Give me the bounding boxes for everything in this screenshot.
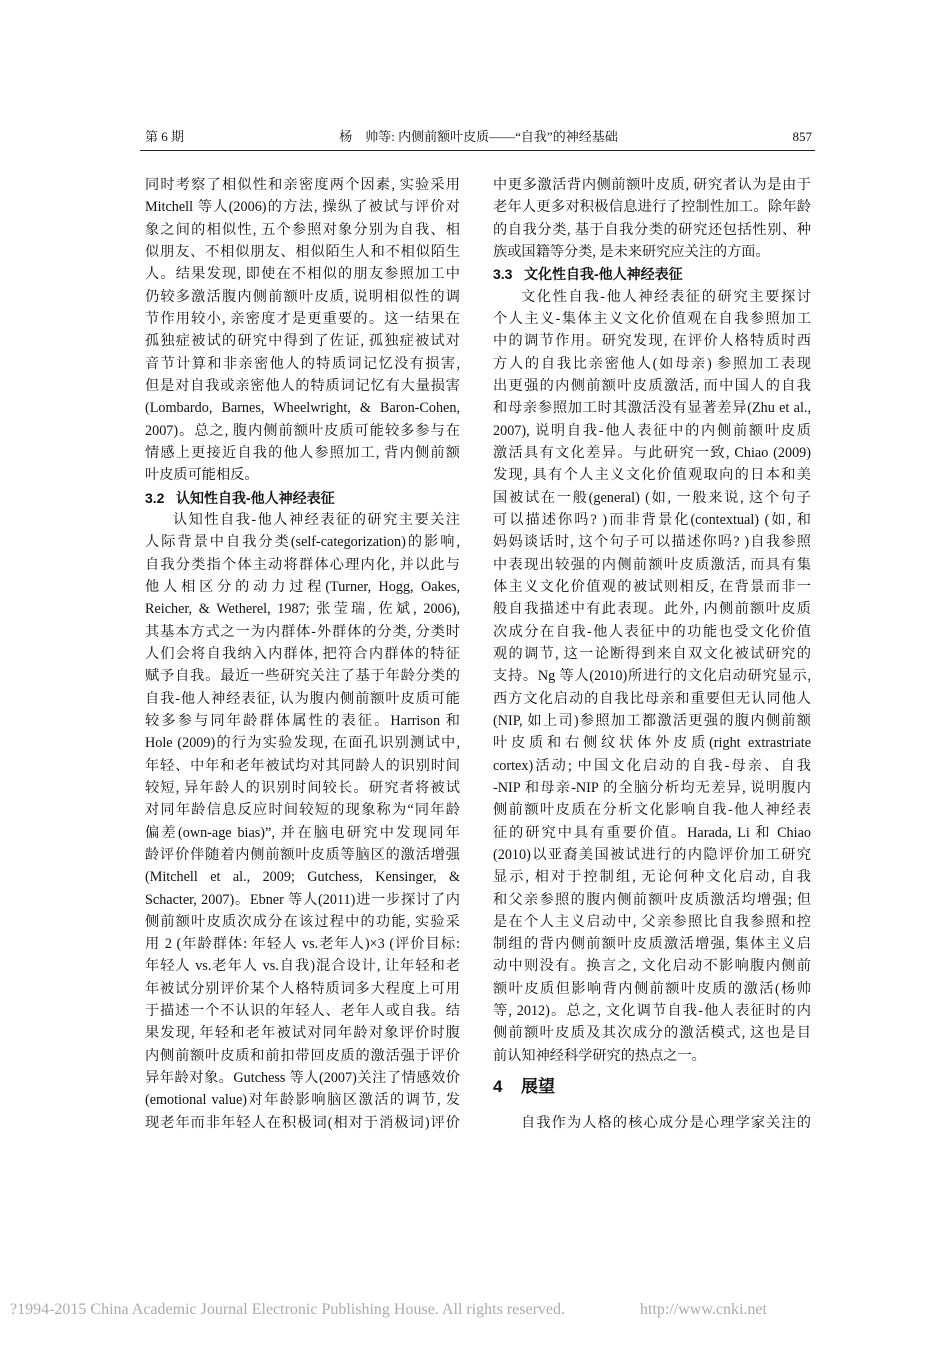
text-line: 情感上更接近自我的他人参照加工, 背内侧前额 [145,444,460,461]
text-line: 支持。Ng 等人(2010)所进行的文化启动研究显示, [493,668,811,685]
text-line: 但是对自我或亲密他人的特质词记忆有大量损害 [145,377,460,394]
text-line: 国被试在一般(general) (如, 一般来说, 这个句子 [493,489,811,506]
text-line: 其基本方式之一为内群体-外群体的分类, 分类时 [145,623,460,640]
running-title: 杨 帅等: 内侧前额叶皮质——“自我”的神经基础 [339,129,618,144]
text-line: 族或国籍等分类, 是未来研究应关注的方面。 [493,243,770,260]
text-line: 观的调节, 这一论断得到来自双文化被试研究的 [493,645,811,662]
text-line: cortex)活动; 中国文化启动的自我-母亲、自我 [493,757,811,774]
section-title: 展望 [521,1077,555,1097]
text-line: 孤独症被试的研究中得到了佐证, 孤独症被试对 [145,333,460,350]
section-heading [493,1067,811,1112]
text-line: (emotional value)对年龄影响脑区激活的调节, 发 [145,1092,460,1109]
text-line: (Mitchell et al., 2009; Gutchess, Kensinger, & [145,869,460,886]
text-line: 和母亲参照加工时其激活没有显著差异(Zhu et al., [493,400,811,417]
text-line: 可以描述你吗? )而非背景化(contextual) (如, 和 [493,511,811,528]
paragraph [493,286,811,1067]
text-line: 认知性自我-他人神经表征的研究主要关注 [173,511,460,528]
journal-issue: 第 6 期 [145,129,185,144]
text-line: 征的研究中具有重要价值。Harada, Li 和 Chiao [493,824,811,841]
text-line: 自我-他人神经表征, 认为腹内侧前额叶皮质可能 [145,690,460,707]
paragraph [145,509,460,1134]
text-line: 西方文化启动的自我比母亲和重要但无认同他人 [493,690,811,707]
text-line: Mitchell 等人(2006)的方法, 操纵了被试与评价对 [145,199,460,216]
text-line: 较短, 异年龄人的识别时间较长。研究者将被试 [145,779,460,796]
footer-url: http://www.cnki.net [640,1301,767,1318]
text-line: 出更强的内侧前额叶皮质激活, 而中国人的自我 [493,377,811,394]
text-line: 是在个人主义启动中, 父亲参照比自我参照和控 [493,913,811,930]
text-line: 发现, 具有个人主义文化价值观取向的日本和美 [493,467,811,484]
text-line: Reicher, & Wetherel, 1987; 张莹瑞, 佐斌, 2006), [145,601,460,618]
text-line: 人。结果发现, 即使在不相似的朋友参照加工中 [145,266,460,283]
text-line: 体主义文化价值观的被试则相反, 在背景而非一 [493,578,811,595]
text-line: 般自我描述中有此表现。此外, 内侧前额叶皮质 [493,601,811,618]
section-heading [493,263,811,285]
text-line: 个人主义-集体主义文化价值观在自我参照加工 [493,310,811,327]
running-header [145,128,812,146]
text-line: 果发现, 年轻和老年被试对同年龄对象评价时腹 [145,1025,460,1042]
text-line: 较多参与同年龄群体属性的表征。Harrison 和 [145,712,460,729]
text-line: 仍较多激活腹内侧前额叶皮质, 说明相似性的调 [145,288,460,305]
text-line: 激活具有文化差异。与此研究一致, Chiao (2009) [493,444,811,461]
text-line: 制组的背内侧前额叶皮质激活增强, 集体主义启 [493,936,811,953]
text-line: 他人相区分的动力过程(Turner, Hogg, Oakes, [145,578,460,595]
text-line: 方人的自我比亲密他人(如母亲) 参照加工表现 [493,355,811,372]
section-number: 4 [493,1077,503,1097]
paragraph [145,174,460,487]
text-line: 侧前额叶皮质及其次成分的激活模式, 这也是目 [493,1025,811,1042]
text-line: 人们会将自我纳入内群体, 把符合内群体的特征 [145,645,460,662]
section-heading [145,487,460,509]
text-line: 中表现出较强的内侧前额叶皮质激活, 而具有集 [493,556,811,573]
text-line: 龄评价伴随着内侧前额叶皮质等脑区的激活增强 [145,846,460,863]
text-line: -NIP 和母亲-NIP 的全脑分析均无差异, 说明腹内 [493,779,811,796]
text-line: 同时考察了相似性和亲密度两个因素, 实验采用 [145,177,460,193]
text-line: 用 2 (年龄群体: 年轻人 vs.老年人)×3 (评价目标: [145,936,460,953]
text-line: 侧前额叶皮质在分析文化影响自我-他人神经表 [493,802,811,819]
text-line: 侧前额叶皮质次成分在该过程中的功能, 实验采 [145,913,460,930]
text-line: Schacter, 2007)。Ebner 等人(2011)进一步探讨了内 [145,891,460,908]
section-number: 3.2 [145,489,165,506]
text-line: (2010)以亚裔美国被试进行的内隐评价加工研究 [493,846,811,863]
text-line: 老年人更多对积极信息进行了控制性加工。除年龄 [493,199,811,216]
page-footer [10,1300,780,1320]
text-line: 中的调节作用。研究发现, 在评价人格特质时西 [493,333,811,350]
text-line: 年轻人 vs.老年人 vs.自我)混合设计, 让年轻和老 [145,958,460,975]
text-line: 前认知神经科学研究的热点之一。 [493,1047,706,1064]
text-line: 现老年而非年轻人在积极词(相对于消极词)评价 [145,1114,460,1131]
paragraph [493,1112,811,1134]
text-line: 妈妈谈话时, 这个句子可以描述你吗? )自我参照 [493,534,811,551]
text-line: 内侧前额叶皮质和前扣带回皮质的激活强于评价 [145,1047,460,1064]
left-column [145,174,460,1134]
text-line: 似朋友、不相似朋友、相似陌生人和不相似陌生 [145,243,460,260]
text-line: 额叶皮质但影响背内侧前额叶皮质的激活(杨帅 [493,980,811,997]
text-line: 动中则没有。换言之, 文化启动不影响腹内侧前 [493,958,811,975]
section-number: 3.3 [493,266,513,283]
text-line: 显示, 相对于控制组, 无论何种文化启动, 自我 [493,869,811,886]
section-title: 认知性自我-他人神经表征 [176,489,335,506]
text-line: (NIP, 如上司)参照加工都激活更强的腹内侧前额 [493,712,811,729]
text-line: 2007)。总之, 腹内侧前额叶皮质可能较多参与在 [145,422,460,439]
text-line: 自我分类指个体主动将群体心理内化, 并以此与 [145,556,460,573]
page-number: 857 [792,129,812,144]
text-line: 于描述一个不认识的年轻人、老年人或自我。结 [145,1003,460,1020]
header-rule [140,150,815,151]
text-line: 节作用较小, 亲密度才是更重要的。这一结果在 [145,310,460,327]
text-line: 的自我分类, 基于自我分类的研究还包括性别、种 [493,221,811,238]
copyright-notice: ?1994-2015 China Academic Journal Electronic Publishing House. All rights reserved. [10,1301,565,1318]
text-line: 人际背景中自我分类(self-categorization)的影响, [145,534,460,551]
text-line: 和父亲参照的腹内侧前额叶皮质激活均增强; 但 [493,891,811,908]
text-line: Hole (2009)的行为实验发现, 在面孔识别测试中, [145,735,460,752]
text-line: 叶皮质可能相反。 [145,467,259,484]
text-line: 等, 2012)。总之, 文化调节自我-他人表征时的内 [493,1003,811,1020]
text-line: 年被试分别评价某个人格特质词多大程度上可用 [145,980,460,997]
paragraph [493,174,811,263]
section-title: 文化性自我-他人神经表征 [524,266,683,283]
text-line: 音节计算和非亲密他人的特质词记忆没有损害, [145,355,460,372]
text-line: (Lombardo, Barnes, Wheelwright, & Baron-Cohen, [145,400,460,417]
text-line: 年轻、中年和老年被试均对其同龄人的识别时间 [145,757,460,774]
text-line: 偏差(own-age bias)”, 并在脑电研究中发现同年 [145,824,460,841]
text-line: 自我作为人格的核心成分是心理学家关注的 [521,1114,811,1131]
right-column [493,174,811,1134]
text-line: 中更多激活背内侧前额叶皮质, 研究者认为是由于 [493,177,811,193]
text-line: 次成分在自我-他人表征中的功能也受文化价值 [493,623,811,640]
text-line: 叶皮质和右侧纹状体外皮质(right extrastriate [493,735,811,752]
text-line: 赋予自我。最近一些研究关注了基于年龄分类的 [145,668,460,685]
text-line: 对同年龄信息反应时间较短的现象称为“同年龄 [145,802,460,819]
text-line: 象之间的相似性, 五个参照对象分别为自我、相 [145,221,460,238]
text-line: 异年龄对象。Gutchess 等人(2007)关注了情感效价 [145,1070,460,1087]
text-line: 文化性自我-他人神经表征的研究主要探讨 [521,288,811,305]
text-line: 2007), 说明自我-他人表征中的内侧前额叶皮质 [493,422,811,439]
